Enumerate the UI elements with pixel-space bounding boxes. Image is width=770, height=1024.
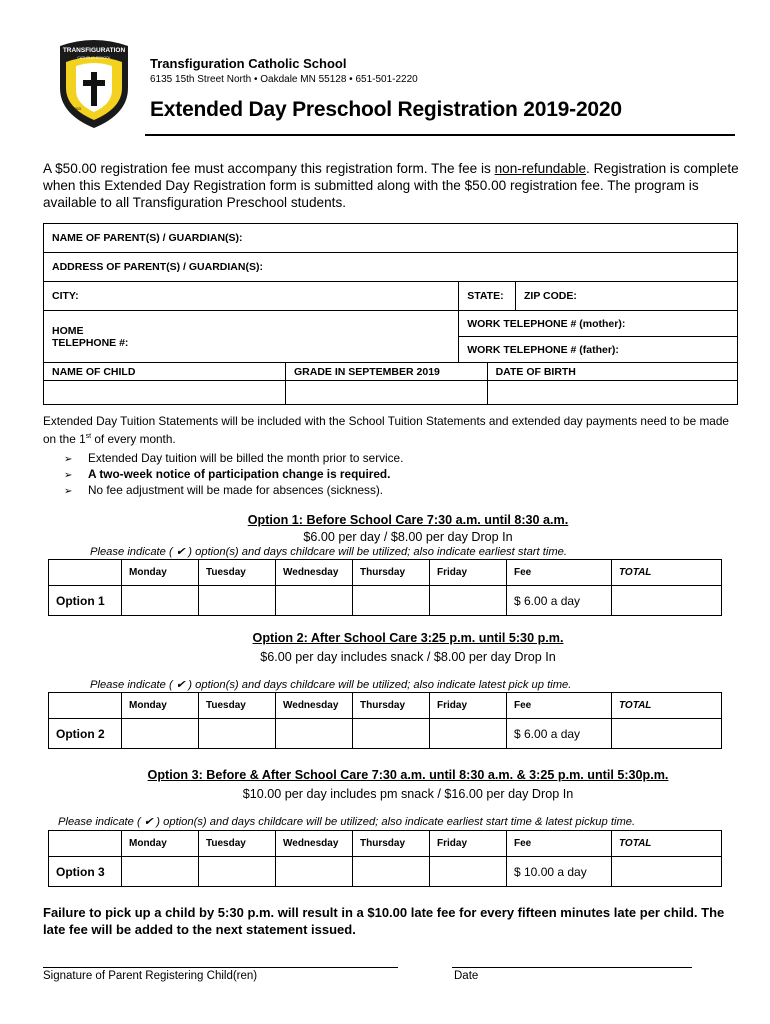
option-1-price: $6.00 per day / $8.00 per day Drop In [303,530,513,544]
option-2-tuesday-cell[interactable] [199,719,276,749]
option-2-label: Option 2 [49,719,122,749]
home-telephone-label-1: HOME [52,324,84,337]
bullet-text: Extended Day tuition will be billed the month prior to service. [88,451,404,465]
arrow-bullet-icon: ➢ [64,470,73,481]
option-2-thursday-cell[interactable] [353,719,430,749]
city-label: CITY: [52,290,79,302]
option-1-wednesday-cell[interactable] [276,586,353,616]
work-telephone-mother-label: WORK TELEPHONE # (mother): [467,317,626,330]
thursday-header: Thursday [353,831,430,857]
city-field[interactable] [44,282,459,311]
dob-label: DATE OF BIRTH [495,365,576,378]
form-title: Extended Day Preschool Registration 2019-2020 [150,98,622,121]
state-field[interactable] [459,282,516,311]
work-telephone-father-field[interactable] [459,337,738,363]
date-label: Date [454,970,479,982]
parent-address-field[interactable] [44,253,738,282]
dob-header [487,363,737,381]
table-header-row [49,693,722,719]
label-header [49,693,122,719]
parent-name-label: NAME OF PARENT(S) / GUARDIAN(S): [52,232,243,244]
friday-header: Friday [430,560,507,586]
logo-text: TRANSFIGURATION [62,47,126,54]
option-3-table [48,830,722,887]
option-3-price: $10.00 per day includes pm snack / $16.00 per day Drop In [242,787,574,801]
option-2-note: Please indicate ( ✔ ) option(s) and days childcare will be utilized; also indicate latest pick up time. [90,679,572,691]
list-item [64,467,403,483]
bullet-text: No fee adjustment will be made for absences (sickness). [88,483,384,497]
child-name-field[interactable] [44,381,286,405]
total-header: TOTAL [612,831,722,857]
option-3-total-cell[interactable] [612,857,722,887]
work-telephone-father-label: WORK TELEPHONE # (father): [467,343,619,356]
late-fee-notice: Failure to pick up a child by 5:30 p.m. will result in a $10.00 late fee for every fifteen minutes late per child. The late fee will be added to the next statement issued. [43,905,725,937]
policy-list [64,451,403,499]
option-1-table [48,559,722,616]
option-2-fee: $ 6.00 a day [507,719,612,749]
option-1-label: Option 1 [49,586,122,616]
tuesday-header: Tuesday [199,693,276,719]
tuition-statement [43,414,743,447]
option-2-friday-cell[interactable] [430,719,507,749]
table-row [49,857,722,887]
date-line[interactable] [452,967,692,968]
tuesday-header: Tuesday [199,831,276,857]
school-name: Transfiguration Catholic School [150,56,347,71]
option-2-table [48,692,722,749]
option-2-wednesday-cell[interactable] [276,719,353,749]
list-item [64,483,403,499]
table-row [49,586,722,616]
intro-non-refundable: non-refundable [494,161,587,176]
wednesday-header: Wednesday [276,831,353,857]
title-divider [145,134,735,136]
grade-header [286,363,488,381]
zip-label: ZIP CODE: [524,290,577,302]
monday-header: Monday [122,560,199,586]
label-header [49,560,122,586]
monday-header: Monday [122,693,199,719]
option-3-monday-cell[interactable] [122,857,199,887]
intro-text: A $50.00 registration fee must accompany this registration form. The fee is [43,161,495,176]
intro-paragraph [43,160,743,211]
option-2-monday-cell[interactable] [122,719,199,749]
option-3-title: Option 3: Before & After School Care 7:30 a.m. until 8:30 a.m. & 3:25 p.m. until 5:30p.m. [147,768,669,782]
total-header: TOTAL [612,693,722,719]
home-telephone-field[interactable] [44,311,459,363]
tuesday-header: Tuesday [199,560,276,586]
option-3-friday-cell[interactable] [430,857,507,887]
fee-header: Fee [507,560,612,586]
child-name-label: NAME OF CHILD [52,365,136,378]
signature-label: Signature of Parent Registering Child(ren) [43,970,258,982]
option-3-label: Option 3 [49,857,122,887]
option-2-title: Option 2: After School Care 3:25 p.m. until 5:30 p.m. [252,631,564,645]
option-1-fee: $ 6.00 a day [507,586,612,616]
option-3-note: Please indicate ( ✔ ) option(s) and days childcare will be utilized; also indicate earliest start time & latest pickup time. [58,816,636,828]
arrow-bullet-icon: ➢ [64,454,73,465]
statement-text: Extended Day Tuition Statements will be included with the School Tuition Statements and extended day payments need to be made on the 1 [43,414,729,446]
option-1-thursday-cell[interactable] [353,586,430,616]
logo-year: 1953 [72,106,81,111]
child-name-header [44,363,286,381]
option-1-monday-cell[interactable] [122,586,199,616]
table-row [49,719,722,749]
option-1-title: Option 1: Before School Care 7:30 a.m. until 8:30 a.m. [247,513,569,527]
option-3-fee: $ 10.00 a day [507,857,612,887]
table-header-row [49,560,722,586]
option-1-tuesday-cell[interactable] [199,586,276,616]
registration-info-table [43,223,738,405]
statement-text-end: of every month. [91,431,176,446]
thursday-header: Thursday [353,560,430,586]
school-address: 6135 15th Street North • Oakdale MN 55128 • 651-501-2220 [150,74,418,85]
monday-header: Monday [122,831,199,857]
option-3-wednesday-cell[interactable] [276,857,353,887]
parent-address-label: ADDRESS OF PARENT(S) / GUARDIAN(S): [52,261,263,273]
signature-line[interactable] [43,967,398,968]
arrow-bullet-icon: ➢ [64,486,73,497]
option-1-friday-cell[interactable] [430,586,507,616]
option-3-tuesday-cell[interactable] [199,857,276,887]
intro-text-end: . Registration is complete when this Extended Day Registration form is submitted along with the $50.00 registration fee. The program is available to all Transfiguration Preschool students. [43,161,739,210]
option-1-note: Please indicate ( ✔ ) option(s) and days childcare will be utilized; also indicate earliest start time. [90,546,567,558]
friday-header: Friday [430,831,507,857]
table-header-row [49,831,722,857]
option-1-total-cell[interactable] [612,586,722,616]
option-2-total-cell[interactable] [612,719,722,749]
statement-sup: st [85,433,92,440]
fee-header: Fee [507,693,612,719]
list-item [64,451,403,467]
school-logo [54,38,134,130]
thursday-header: Thursday [353,693,430,719]
grade-field[interactable] [286,381,488,405]
friday-header: Friday [430,693,507,719]
parent-name-field[interactable] [44,224,738,253]
dob-field[interactable] [487,381,737,405]
option-2-price: $6.00 per day includes snack / $8.00 per day Drop In [260,650,556,664]
home-telephone-label-2: TELEPHONE #: [52,336,129,349]
wednesday-header: Wednesday [276,693,353,719]
label-header [49,831,122,857]
total-header: TOTAL [612,560,722,586]
state-label: STATE: [467,290,504,302]
wednesday-header: Wednesday [276,560,353,586]
logo-subtext: CATHOLIC SCHOOL [77,56,111,60]
zip-field[interactable] [516,282,738,311]
fee-header: Fee [507,831,612,857]
work-telephone-mother-field[interactable] [459,311,738,337]
option-3-thursday-cell[interactable] [353,857,430,887]
grade-label: GRADE IN SEPTEMBER 2019 [294,365,440,378]
bullet-text: A two-week notice of participation change is required. [88,467,391,481]
